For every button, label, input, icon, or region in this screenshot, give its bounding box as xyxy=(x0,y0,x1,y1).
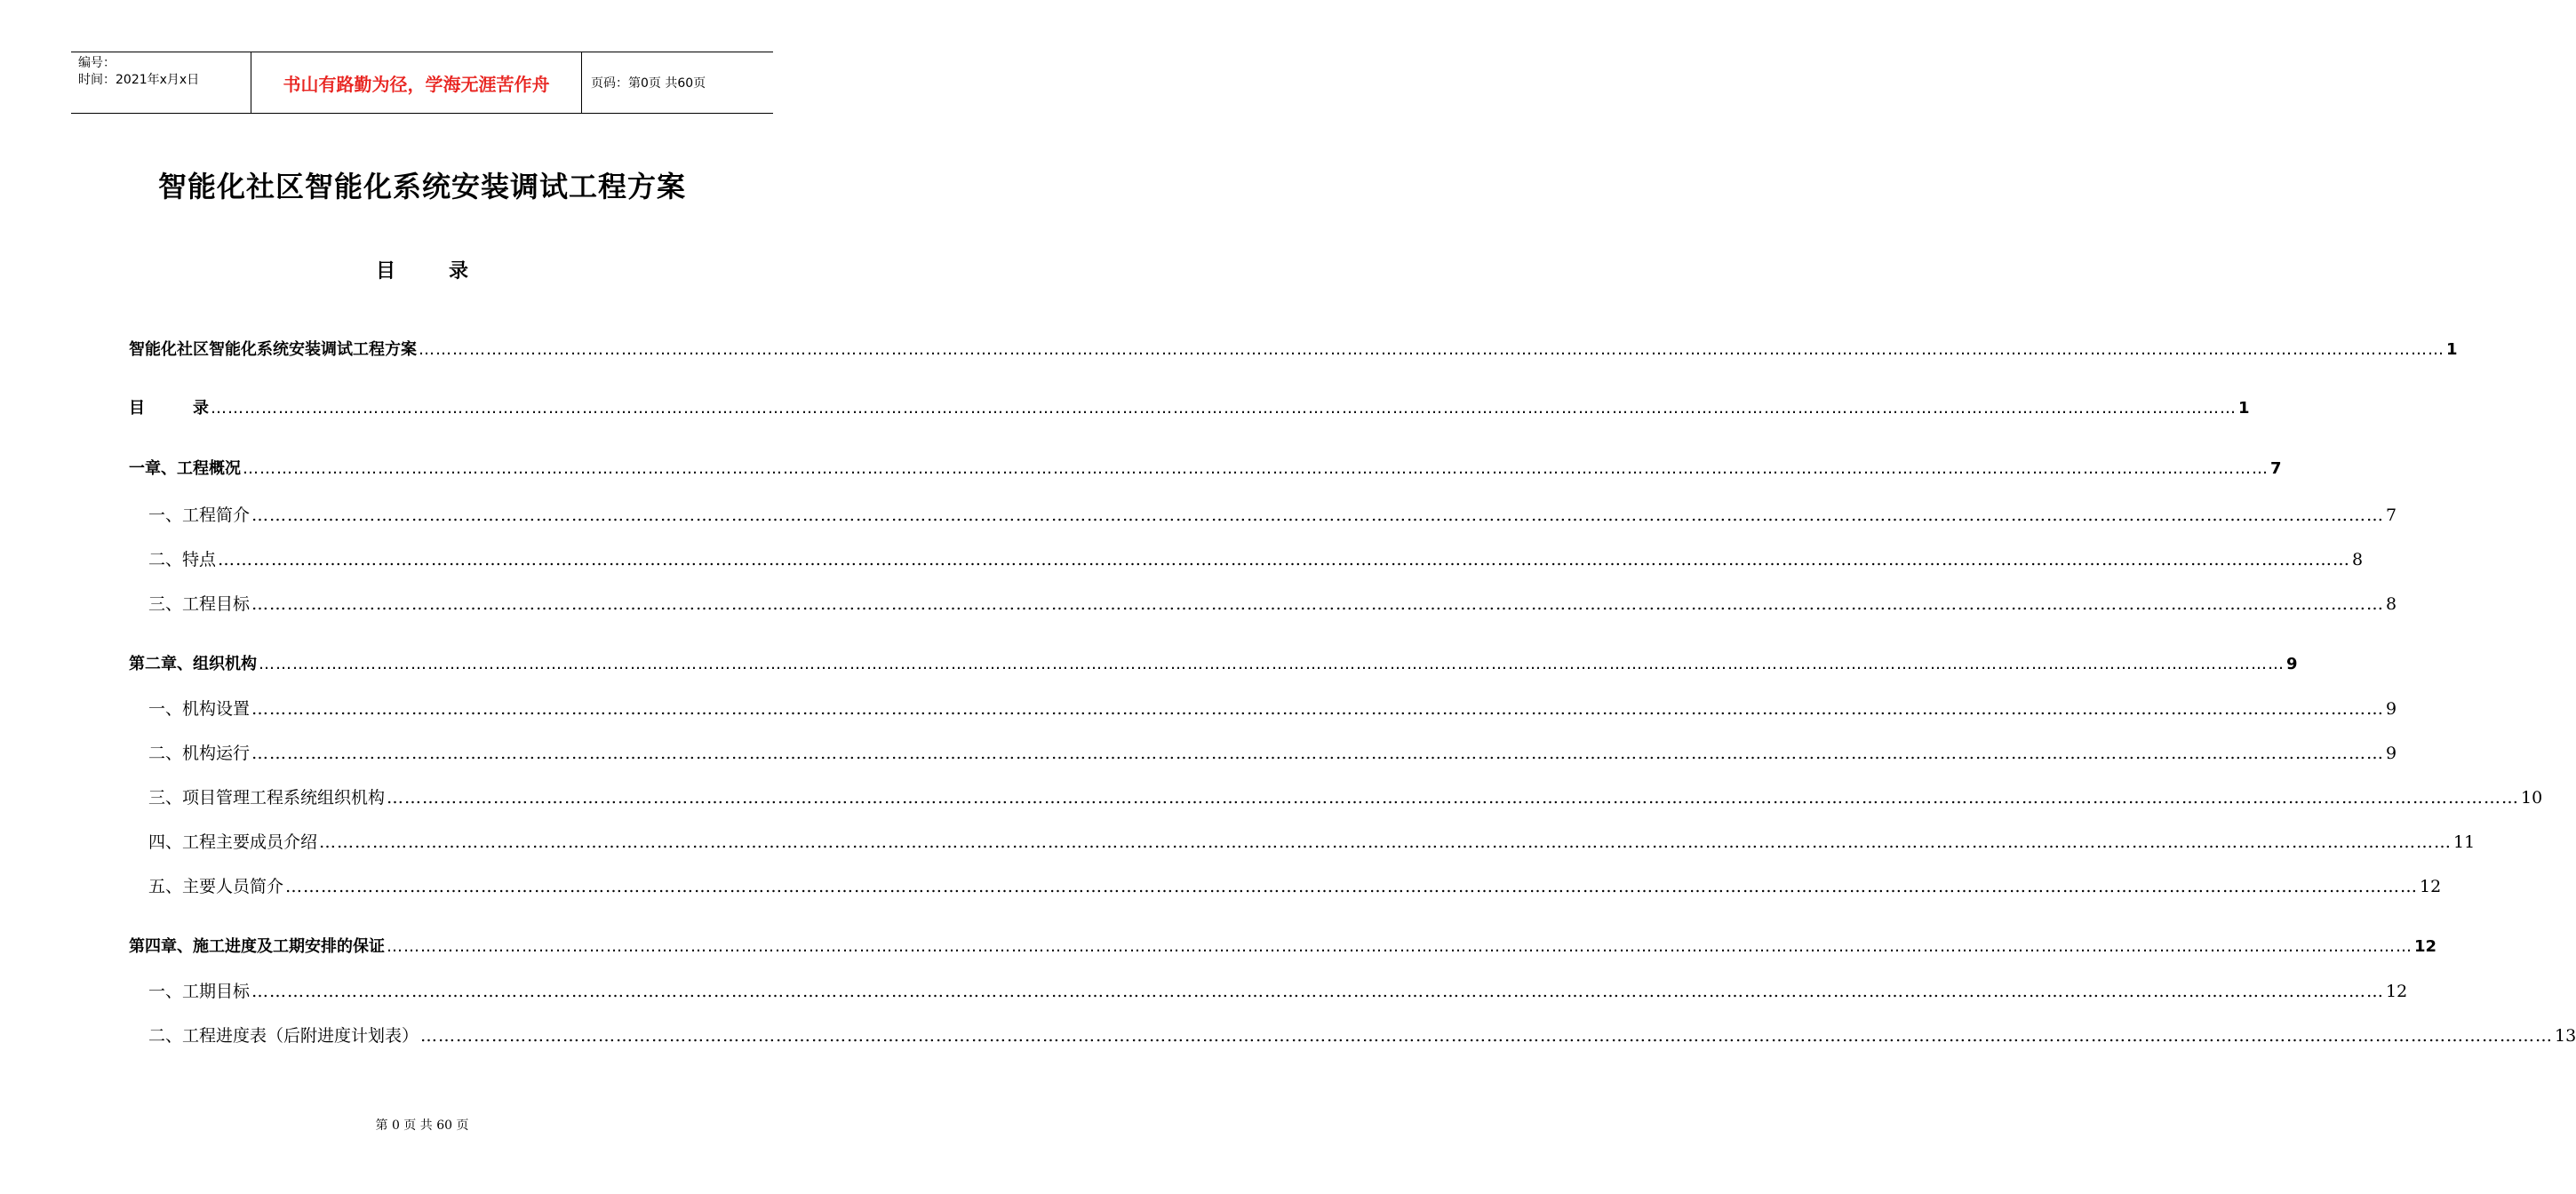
toc-entry-label: 一、工程简介 xyxy=(148,505,251,525)
toc-entry[interactable] xyxy=(129,338,2458,362)
toc-entry-label: 目 录 xyxy=(129,399,209,418)
toc-entry[interactable] xyxy=(148,696,2397,721)
toc-entry-page: 13 xyxy=(2555,1026,2576,1046)
toc-entry-label: 第四章、施工进度及工期安排的保证 xyxy=(129,937,385,956)
toc-entry[interactable] xyxy=(148,874,2442,899)
toc-entry-page: 9 xyxy=(2386,744,2397,763)
toc-entry[interactable] xyxy=(129,652,2298,677)
toc-leader-dots: ……………………………………………………………………………………………………………………………………………………………………………………………………………………………………………………………………………………………………………………………… xyxy=(251,744,2385,763)
header-page-info: 页码：第0页 共60页 xyxy=(591,76,706,91)
toc-leader-dots: ……………………………………………………………………………………………………………………………………………………………………………………………………………………………………………………………………………………………………………………………… xyxy=(419,340,2444,359)
toc-leader-dots: ……………………………………………………………………………………………………………………………………………………………………………………………………………………………………………………………………………………………………………………………… xyxy=(285,877,2419,896)
toc-leader-dots: ……………………………………………………………………………………………………………………………………………………………………………………………………………………………………………………………………………………………………………………………… xyxy=(251,982,2385,1001)
toc-entry-page: 12 xyxy=(2414,937,2437,956)
toc-entry[interactable] xyxy=(148,979,2408,1004)
serial-label: 编号： xyxy=(78,56,116,70)
toc-entry[interactable] xyxy=(148,592,2397,617)
toc-entry-label: 三、工程目标 xyxy=(148,594,251,614)
document-title: 智能化社区智能化系统安装调试工程方案 xyxy=(157,170,686,203)
toc-leader-dots: ……………………………………………………………………………………………………………………………………………………………………………………………………………………………………………………………………………………………………………………………… xyxy=(420,1026,2554,1046)
toc-entry-page: 8 xyxy=(2386,594,2397,614)
toc-entry-page: 10 xyxy=(2521,788,2543,808)
toc-heading xyxy=(0,256,844,283)
header-meta xyxy=(71,52,251,113)
page-footer: 第 0 页 共 60 页 xyxy=(375,1118,469,1133)
time-label: 时间：2021年x月x日 xyxy=(78,73,200,87)
toc-leader-dots: ……………………………………………………………………………………………………………………………………………………………………………………………………………………………………………………………………………………………………………………………… xyxy=(319,832,2452,852)
toc-leader-dots: ……………………………………………………………………………………………………………………………………………………………………………………………………………………………………………………………………………………………………………………………… xyxy=(259,655,2285,673)
toc-entry-label: 二、特点 xyxy=(148,550,217,569)
toc-entry-label: 一、机构设置 xyxy=(148,699,251,719)
toc-leader-dots: ……………………………………………………………………………………………………………………………………………………………………………………………………………………………………………………………………………………………………………………………… xyxy=(387,788,2520,808)
toc-entry[interactable] xyxy=(148,830,2476,855)
toc-entry-label: 一章、工程概况 xyxy=(129,459,241,478)
toc-entry-page: 1 xyxy=(2446,340,2458,359)
toc-heading-right: 录 xyxy=(449,260,469,283)
toc-entry-page: 1 xyxy=(2238,399,2250,418)
toc-entry-page: 12 xyxy=(2386,982,2408,1001)
toc-entry[interactable] xyxy=(129,935,2437,959)
toc-entry-label: 二、工程进度表（后附进度计划表） xyxy=(148,1026,419,1046)
toc-heading-left: 目 xyxy=(375,260,395,283)
toc-entry[interactable] xyxy=(148,503,2397,528)
toc-entry-page: 11 xyxy=(2453,832,2476,852)
toc-entry-label: 二、机构运行 xyxy=(148,744,251,763)
toc-leader-dots: ……………………………………………………………………………………………………………………………………………………………………………………………………………………………………………………………………………………………………………………………… xyxy=(251,699,2385,719)
toc-entry-page: 8 xyxy=(2352,550,2364,569)
toc-leader-dots: ……………………………………………………………………………………………………………………………………………………………………………………………………………………………………………………………………………………………………………………………… xyxy=(251,505,2385,525)
toc-leader-dots: ……………………………………………………………………………………………………………………………………………………………………………………………………………………………………………………………………………………………………………………………… xyxy=(251,594,2385,614)
toc-entry[interactable] xyxy=(129,396,2250,421)
toc-leader-dots: ……………………………………………………………………………………………………………………………………………………………………………………………………………………………………………………………………………………………………………………………… xyxy=(387,937,2413,956)
header-motto: 书山有路勤为径，学海无涯苦作舟 xyxy=(251,52,582,113)
toc-entry-page: 9 xyxy=(2386,699,2397,719)
toc-entry-page: 7 xyxy=(2270,459,2282,478)
toc-entry[interactable] xyxy=(148,1023,2576,1048)
toc-leader-dots: ……………………………………………………………………………………………………………………………………………………………………………………………………………………………………………………………………………………………………………………………… xyxy=(218,550,2351,569)
toc-entry-label: 一、工期目标 xyxy=(148,982,251,1001)
toc-entry-label: 三、项目管理工程系统组织机构 xyxy=(148,788,386,808)
toc-entry-label: 第二章、组织机构 xyxy=(129,655,257,673)
toc-entry[interactable] xyxy=(148,785,2543,810)
toc-entry-label: 智能化社区智能化系统安装调试工程方案 xyxy=(129,340,417,359)
toc-entry[interactable] xyxy=(129,457,2282,482)
toc-entry-page: 9 xyxy=(2286,655,2298,673)
toc-leader-dots: ……………………………………………………………………………………………………………………………………………………………………………………………………………………………………………………………………………………………………………………………… xyxy=(243,459,2269,478)
toc-leader-dots: ……………………………………………………………………………………………………………………………………………………………………………………………………………………………………………………………………………………………………………………………… xyxy=(211,399,2237,418)
page-header xyxy=(71,52,773,114)
toc-entry[interactable] xyxy=(148,547,2364,572)
toc-entry-label: 五、主要人员简介 xyxy=(148,877,284,896)
toc-entry-page: 7 xyxy=(2386,505,2397,525)
toc-entry-page: 12 xyxy=(2420,877,2442,896)
toc-entry-label: 四、工程主要成员介绍 xyxy=(148,832,318,852)
toc-entry[interactable] xyxy=(148,741,2397,766)
